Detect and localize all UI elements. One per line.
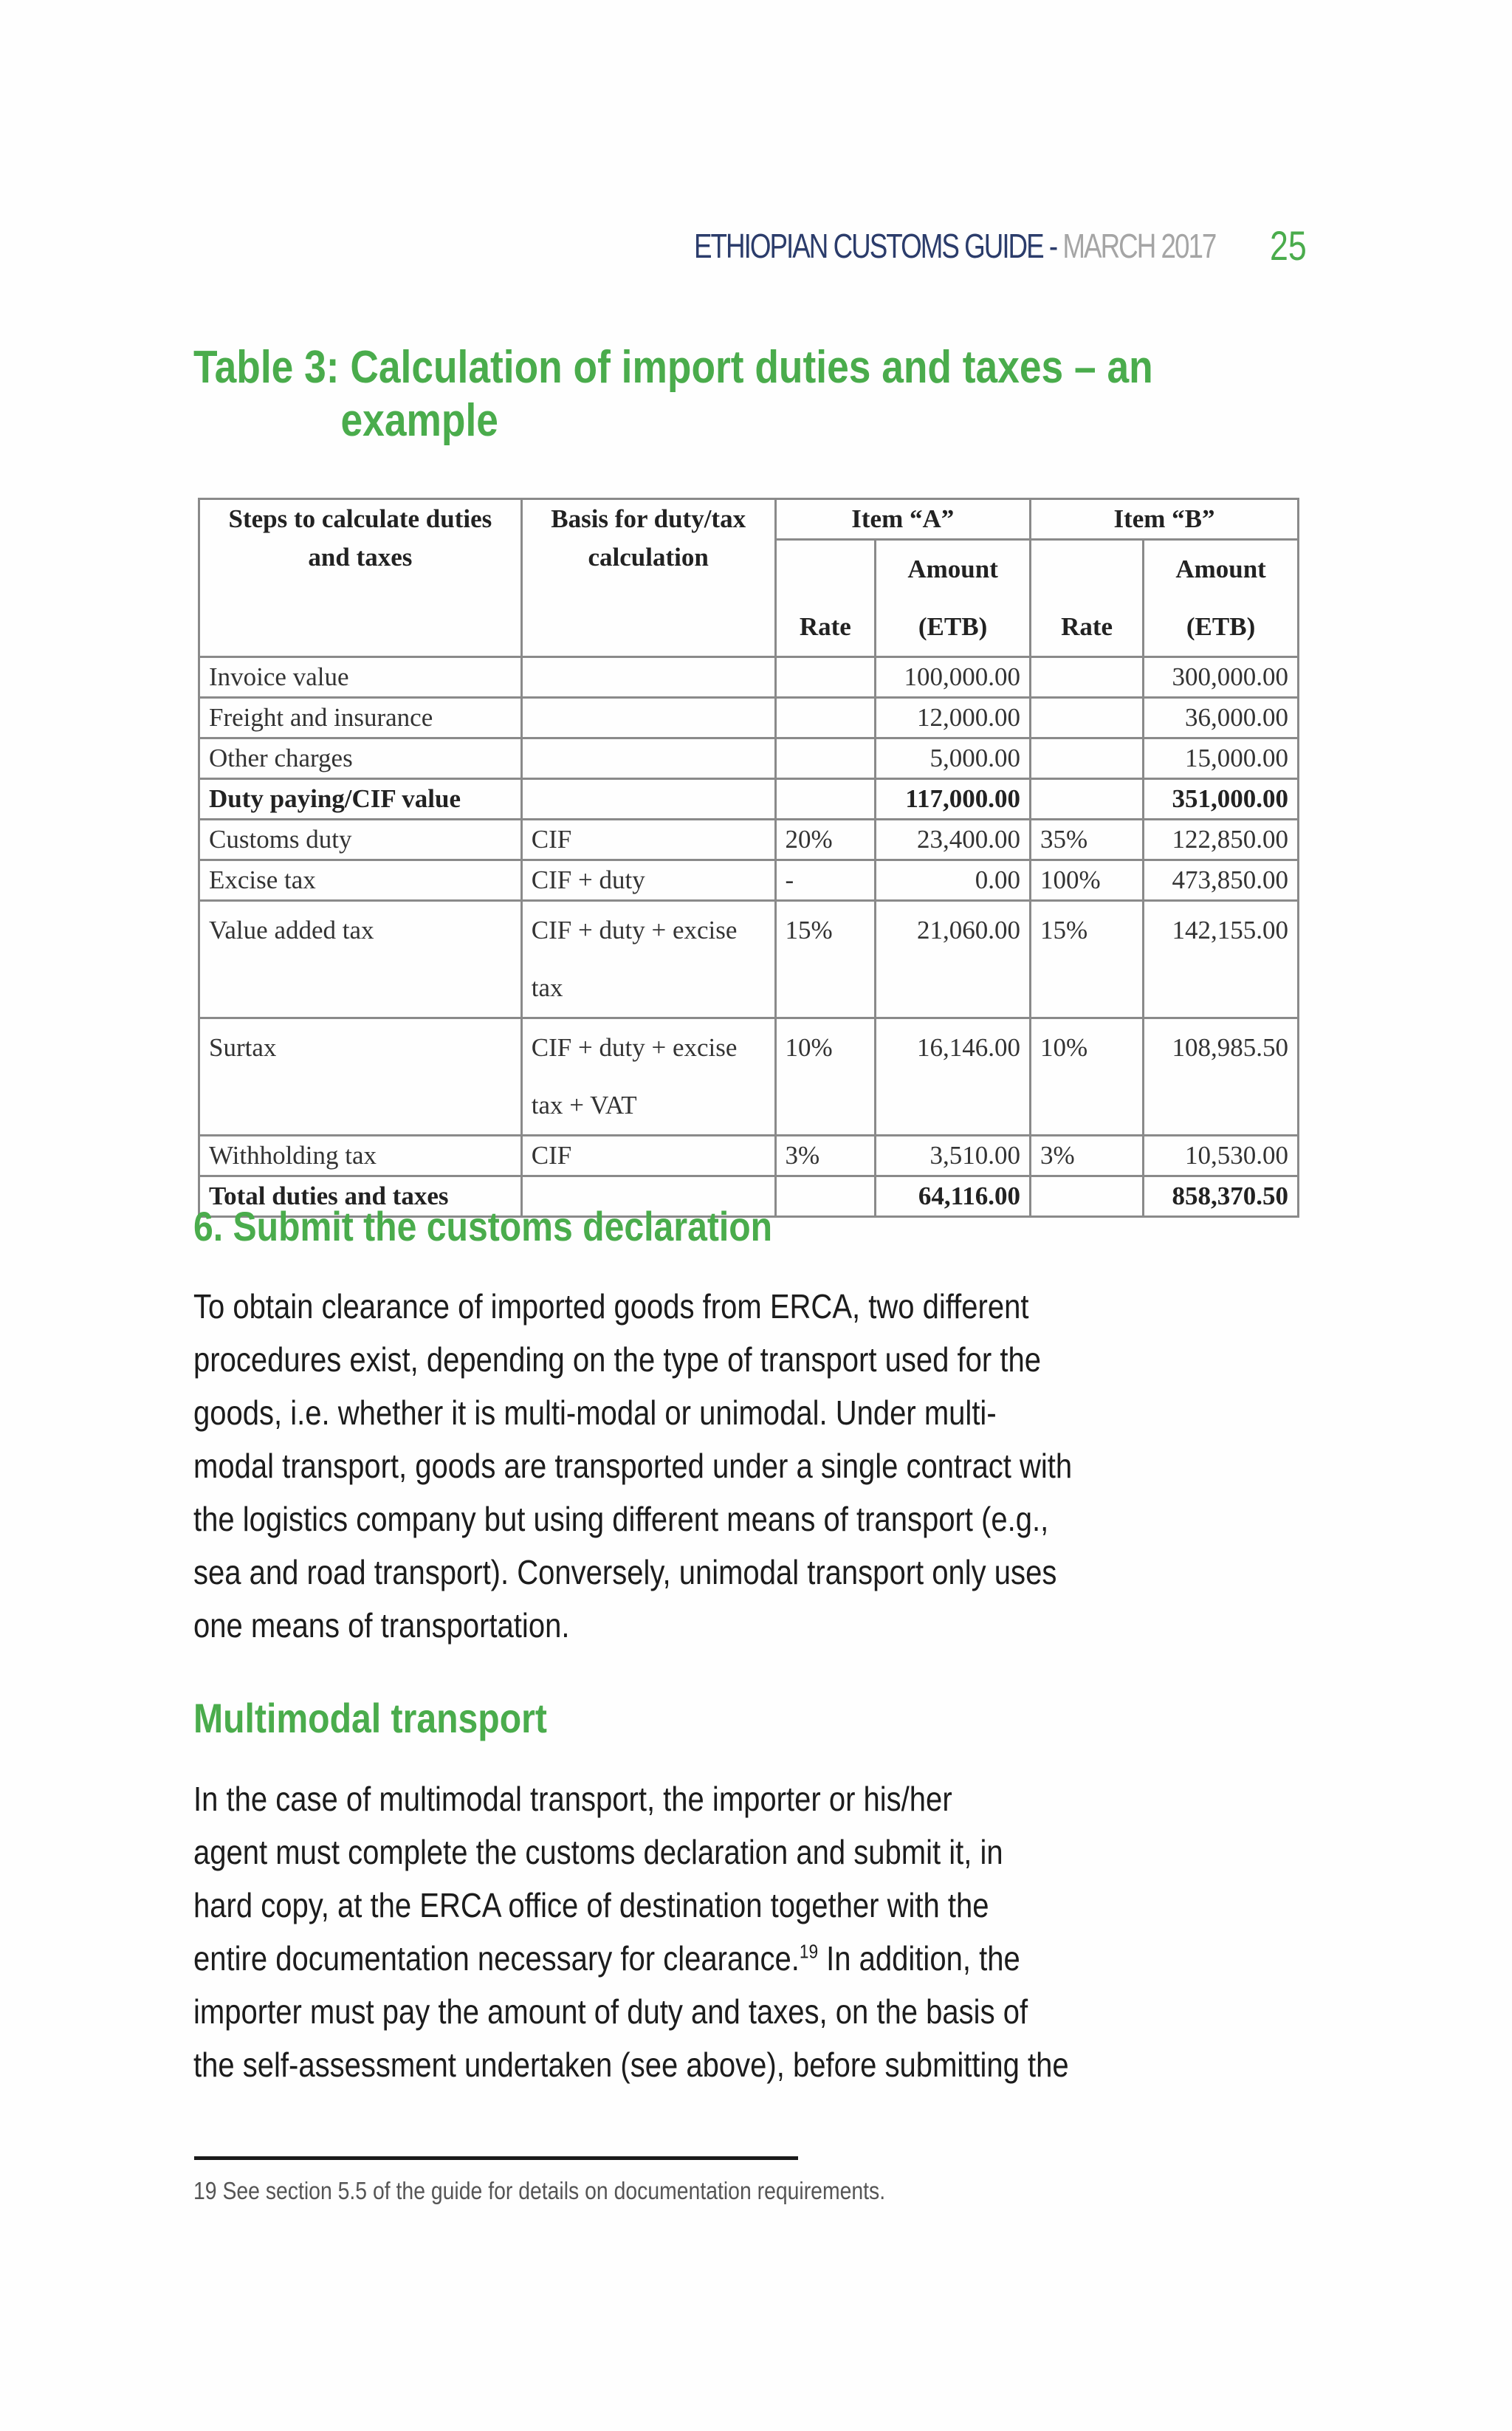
header-amount-a [876, 540, 1031, 657]
cell-rate-a: - [775, 860, 876, 901]
cell-basis: CIF [521, 820, 775, 860]
header-basis-line2: calculation [588, 543, 709, 572]
cell-rate-a [775, 698, 876, 738]
cell-amount-b: 15,000.00 [1144, 738, 1299, 779]
paragraph-line: the self-assessment undertaken (see above), before submitting the [193, 2046, 1069, 2084]
footnote-19: 19 See section 5.5 of the guide for details on documentation requirements. [193, 2177, 886, 2204]
cell-amount-a: 16,146.00 [876, 1018, 1031, 1136]
footnote-reference[interactable]: 19 [799, 1940, 819, 1963]
cell-rate-b: 10% [1031, 1018, 1144, 1136]
cell-step: Withholding tax [199, 1136, 522, 1176]
cell-rate-a [775, 738, 876, 779]
table-row [199, 1136, 1299, 1176]
duties-calculation-table [198, 498, 1299, 1218]
footnote-divider [194, 2156, 798, 2160]
cell-amount-b: 108,985.50 [1144, 1018, 1299, 1136]
cell-basis [521, 698, 775, 738]
cell-amount-b: 858,370.50 [1144, 1176, 1299, 1217]
header-steps-line2: and taxes [308, 543, 413, 572]
paragraph-line: importer must pay the amount of duty and taxes, on the basis of [193, 1992, 1028, 2031]
cell-rate-b: 3% [1031, 1136, 1144, 1176]
cell-amount-a: 0.00 [876, 860, 1031, 901]
cell-rate-a: 20% [775, 820, 876, 860]
cell-basis [521, 1018, 775, 1136]
cell-rate-b [1031, 657, 1144, 698]
cell-basis-line1: CIF + duty + excise [531, 916, 738, 944]
paragraph-line: modal transport, goods are transported under a single contract with [193, 1447, 1073, 1485]
cell-rate-a: 15% [775, 901, 876, 1018]
cell-basis [521, 901, 775, 1018]
cell-rate-b: 35% [1031, 820, 1144, 860]
table-row [199, 738, 1299, 779]
header-amount-a-line1: Amount [907, 555, 998, 583]
paragraph-line: hard copy, at the ERCA office of destination together with the [193, 1886, 989, 1924]
cell-amount-b: 36,000.00 [1144, 698, 1299, 738]
cell-basis [521, 657, 775, 698]
table-row [199, 698, 1299, 738]
cell-rate-a [775, 1176, 876, 1217]
cell-basis-line2: tax + VAT [531, 1091, 637, 1120]
cell-rate-b [1031, 779, 1144, 820]
header-amount-b-line2: (ETB) [1186, 612, 1256, 641]
section-heading-multimodal: Multimodal transport [193, 1695, 547, 1741]
paragraph-line-text: In addition, the [818, 1939, 1020, 1978]
header-steps-line1: Steps to calculate duties [228, 504, 492, 533]
table-header-row [199, 499, 1299, 540]
section-heading-submit-declaration: 6. Submit the customs declaration [193, 1203, 773, 1249]
cell-amount-b: 473,850.00 [1144, 860, 1299, 901]
cell-step: Duty paying/CIF value [199, 779, 522, 820]
table-caption [193, 341, 1301, 448]
cell-amount-a: 5,000.00 [876, 738, 1031, 779]
header-item-b: Item “B” [1031, 499, 1299, 540]
cell-rate-b [1031, 738, 1144, 779]
table-row-cif-value [199, 779, 1299, 820]
paragraph-line-text: entire documentation necessary for clearance. [193, 1939, 800, 1978]
paragraph-line: one means of transportation. [193, 1606, 570, 1645]
cell-rate-b: 100% [1031, 860, 1144, 901]
header-steps [199, 499, 522, 657]
guide-date: MARCH 2017 [1062, 227, 1216, 265]
table-row [199, 657, 1299, 698]
header-item-a: Item “A” [775, 499, 1030, 540]
cell-amount-a: 3,510.00 [876, 1136, 1031, 1176]
cell-rate-b: 15% [1031, 901, 1144, 1018]
cell-amount-a: 100,000.00 [876, 657, 1031, 698]
paragraph-line: sea and road transport). Conversely, unimodal transport only uses [193, 1553, 1057, 1591]
cell-basis-line2: tax [531, 973, 563, 1002]
cell-amount-b: 122,850.00 [1144, 820, 1299, 860]
cell-rate-b [1031, 1176, 1144, 1217]
header-amount-b [1144, 540, 1299, 657]
header-rate-b-label: Rate [1061, 612, 1113, 641]
cell-basis: CIF [521, 1136, 775, 1176]
header-amount-a-line2: (ETB) [918, 612, 988, 641]
cell-basis-line1: CIF + duty + excise [531, 1033, 738, 1062]
cell-rate-a [775, 779, 876, 820]
cell-amount-b: 10,530.00 [1144, 1136, 1299, 1176]
paragraph-line: goods, i.e. whether it is multi-modal or unimodal. Under multi- [193, 1393, 997, 1432]
table-row [199, 860, 1299, 901]
cell-amount-b: 142,155.00 [1144, 901, 1299, 1018]
paragraph-line: procedures exist, depending on the type of transport used for the [193, 1340, 1041, 1379]
table-caption-line2: example [340, 395, 498, 446]
cell-rate-a: 3% [775, 1136, 876, 1176]
cell-step: Excise tax [199, 860, 522, 901]
cell-basis [521, 779, 775, 820]
paragraph-line: In the case of multimodal transport, the importer or his/her [193, 1780, 952, 1818]
guide-title: ETHIOPIAN CUSTOMS GUIDE - [694, 227, 1063, 265]
page-number: 25 [1270, 222, 1307, 269]
cell-amount-a: 117,000.00 [876, 779, 1031, 820]
cell-amount-a: 12,000.00 [876, 698, 1031, 738]
header-basis [521, 499, 775, 657]
running-header-title [694, 226, 1215, 266]
cell-basis [521, 738, 775, 779]
header-rate-b [1031, 540, 1144, 657]
paragraph-line: the logistics company but using different means of transport (e.g., [193, 1500, 1049, 1538]
cell-step: Total duties and taxes [199, 1176, 522, 1217]
cell-basis: CIF + duty [521, 860, 775, 901]
table-row [199, 820, 1299, 860]
cell-step: Customs duty [199, 820, 522, 860]
header-rate-a [775, 540, 876, 657]
cell-rate-a [775, 657, 876, 698]
cell-amount-a: 21,060.00 [876, 901, 1031, 1018]
cell-rate-b [1031, 698, 1144, 738]
multimodal-paragraph [193, 1772, 1345, 2091]
cell-step: Freight and insurance [199, 698, 522, 738]
table-row [199, 1018, 1299, 1136]
table-caption-line1: Table 3: Calculation of import duties and taxes – an [193, 342, 1153, 393]
paragraph-line: To obtain clearance of imported goods from ERCA, two different [193, 1287, 1029, 1326]
cell-step: Invoice value [199, 657, 522, 698]
header-basis-line1: Basis for duty/tax [551, 504, 746, 533]
cell-amount-a: 23,400.00 [876, 820, 1031, 860]
running-header [694, 222, 1307, 273]
header-amount-b-line1: Amount [1175, 555, 1266, 583]
cell-step: Other charges [199, 738, 522, 779]
cell-rate-a: 10% [775, 1018, 876, 1136]
cell-amount-b: 300,000.00 [1144, 657, 1299, 698]
cell-amount-b: 351,000.00 [1144, 779, 1299, 820]
cell-step: Surtax [199, 1018, 522, 1136]
paragraph-line: agent must complete the customs declaration and submit it, in [193, 1833, 1003, 1871]
table-row [199, 901, 1299, 1018]
cell-amount-a: 64,116.00 [876, 1176, 1031, 1217]
section6-paragraph [193, 1280, 1345, 1652]
header-rate-a-label: Rate [799, 612, 851, 641]
cell-step: Value added tax [199, 901, 522, 1018]
paragraph-line [193, 1932, 1195, 1985]
